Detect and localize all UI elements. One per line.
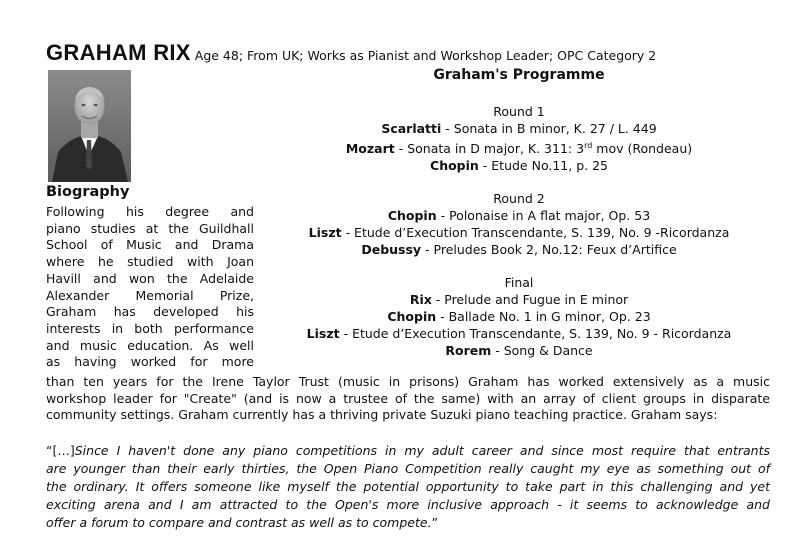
candidate-meta: Age 48; From UK; Works as Pianist and Workshop Leader; OPC Category 2 bbox=[194, 48, 657, 63]
portrait-image bbox=[48, 70, 131, 182]
round-title: Round 2 bbox=[493, 191, 545, 207]
biography-continued bbox=[46, 374, 770, 424]
programme bbox=[262, 67, 776, 375]
quote-line: the ordinary. It offers someone like myself the potential opportunity to take part in this challenging and yet bbox=[46, 479, 770, 494]
biography-line: School of Music and Drama bbox=[46, 237, 254, 253]
composer: Chopin bbox=[387, 309, 437, 325]
candidate-name: GRAHAM RIX bbox=[46, 40, 191, 65]
work: - Etude d’Execution Transcendante, S. 139, No. 9 - Ricordanza bbox=[339, 326, 732, 342]
programme-piece bbox=[262, 325, 776, 342]
composer: Chopin bbox=[387, 208, 437, 224]
quote-open: “[…] bbox=[46, 443, 75, 458]
work: - Prelude and Fugue in E minor bbox=[431, 292, 629, 308]
biography-line: as having worked for more bbox=[46, 354, 254, 370]
quote-line: offer a forum to compare and contrast as well as to compete. bbox=[46, 515, 432, 530]
work-continued: mov (Rondeau) bbox=[592, 141, 693, 157]
biography-line: than ten years for the Irene Taylor Trust (music in prisons) Graham has worked extensively as a music bbox=[46, 374, 770, 389]
round-1 bbox=[262, 103, 776, 174]
round-title: Round 1 bbox=[493, 104, 545, 119]
programme-piece bbox=[262, 207, 776, 224]
work: - Sonata in D major, K. 311: 3 bbox=[394, 141, 585, 157]
programme-piece bbox=[262, 224, 776, 241]
ordinal-suffix: rd bbox=[584, 141, 593, 150]
biography-line: community settings. Graham currently has a thriving private Suzuki piano teaching practice. Graham says: bbox=[46, 407, 718, 423]
header bbox=[46, 40, 656, 66]
round-2 bbox=[262, 190, 776, 258]
work: - Ballade No. 1 in G minor, Op. 23 bbox=[436, 309, 651, 325]
quote-close: ” bbox=[431, 515, 439, 530]
round-final bbox=[262, 274, 776, 359]
programme-piece bbox=[262, 291, 776, 308]
programme-piece bbox=[262, 137, 776, 157]
programme-title: Graham's Programme bbox=[433, 67, 605, 83]
biography-line: Following his degree and bbox=[46, 204, 254, 219]
work: - Etude No.11, p. 25 bbox=[478, 158, 608, 174]
composer: Scarlatti bbox=[381, 121, 442, 136]
composer: Chopin bbox=[430, 158, 479, 174]
candidate-quote bbox=[46, 442, 770, 532]
quote-line: exciting arena and I am attracted to the Open's more inclusive approach - it seems to acknowledge and bbox=[46, 497, 770, 512]
biography-line: Havill and won the Adelaide bbox=[46, 270, 254, 286]
work: - Song & Dance bbox=[491, 343, 593, 359]
composer: Debussy bbox=[361, 242, 422, 258]
biography-line: and music education. As well bbox=[46, 337, 254, 353]
biography-column bbox=[46, 204, 254, 371]
portrait-photo bbox=[48, 70, 131, 182]
work: - Preludes Book 2, No.12: Feux d’Artifice bbox=[421, 242, 677, 258]
composer: Rorem bbox=[445, 343, 492, 359]
composer: Rix bbox=[409, 292, 432, 308]
quote-line: are younger than their early thirties, the Open Piano Competition really caught my eye as something out of bbox=[46, 461, 770, 476]
programme-piece bbox=[262, 241, 776, 258]
biography-line: piano studies at the Guildhall bbox=[46, 220, 254, 236]
biography-heading: Biography bbox=[46, 184, 130, 200]
work: - Sonata in B minor, K. 27 / L. 449 bbox=[441, 121, 657, 136]
biography-line: interests in both performance bbox=[46, 320, 254, 336]
work: - Polonaise in A flat major, Op. 53 bbox=[436, 208, 651, 224]
biography-line: where he studied with Joan bbox=[46, 254, 254, 270]
programme-piece bbox=[262, 157, 776, 174]
composer: Liszt bbox=[308, 225, 342, 241]
round-title: Final bbox=[504, 275, 534, 291]
composer: Liszt bbox=[306, 326, 340, 342]
work: - Etude d’Execution Transcendante, S. 139, No. 9 -Ricordanza bbox=[341, 225, 730, 241]
biography-line: Graham has developed his bbox=[46, 304, 254, 320]
quote-line: Since I haven't done any piano competitions in my adult career and since most require that entrants bbox=[74, 443, 770, 458]
programme-piece bbox=[262, 342, 776, 359]
composer: Mozart bbox=[345, 141, 395, 157]
biography-line: workshop leader for "Create" (and is now a trustee of the same) with an array of client groups in disparate bbox=[46, 390, 770, 406]
programme-piece bbox=[262, 120, 776, 137]
programme-piece bbox=[262, 308, 776, 325]
biography-line: Alexander Memorial Prize, bbox=[46, 287, 254, 303]
